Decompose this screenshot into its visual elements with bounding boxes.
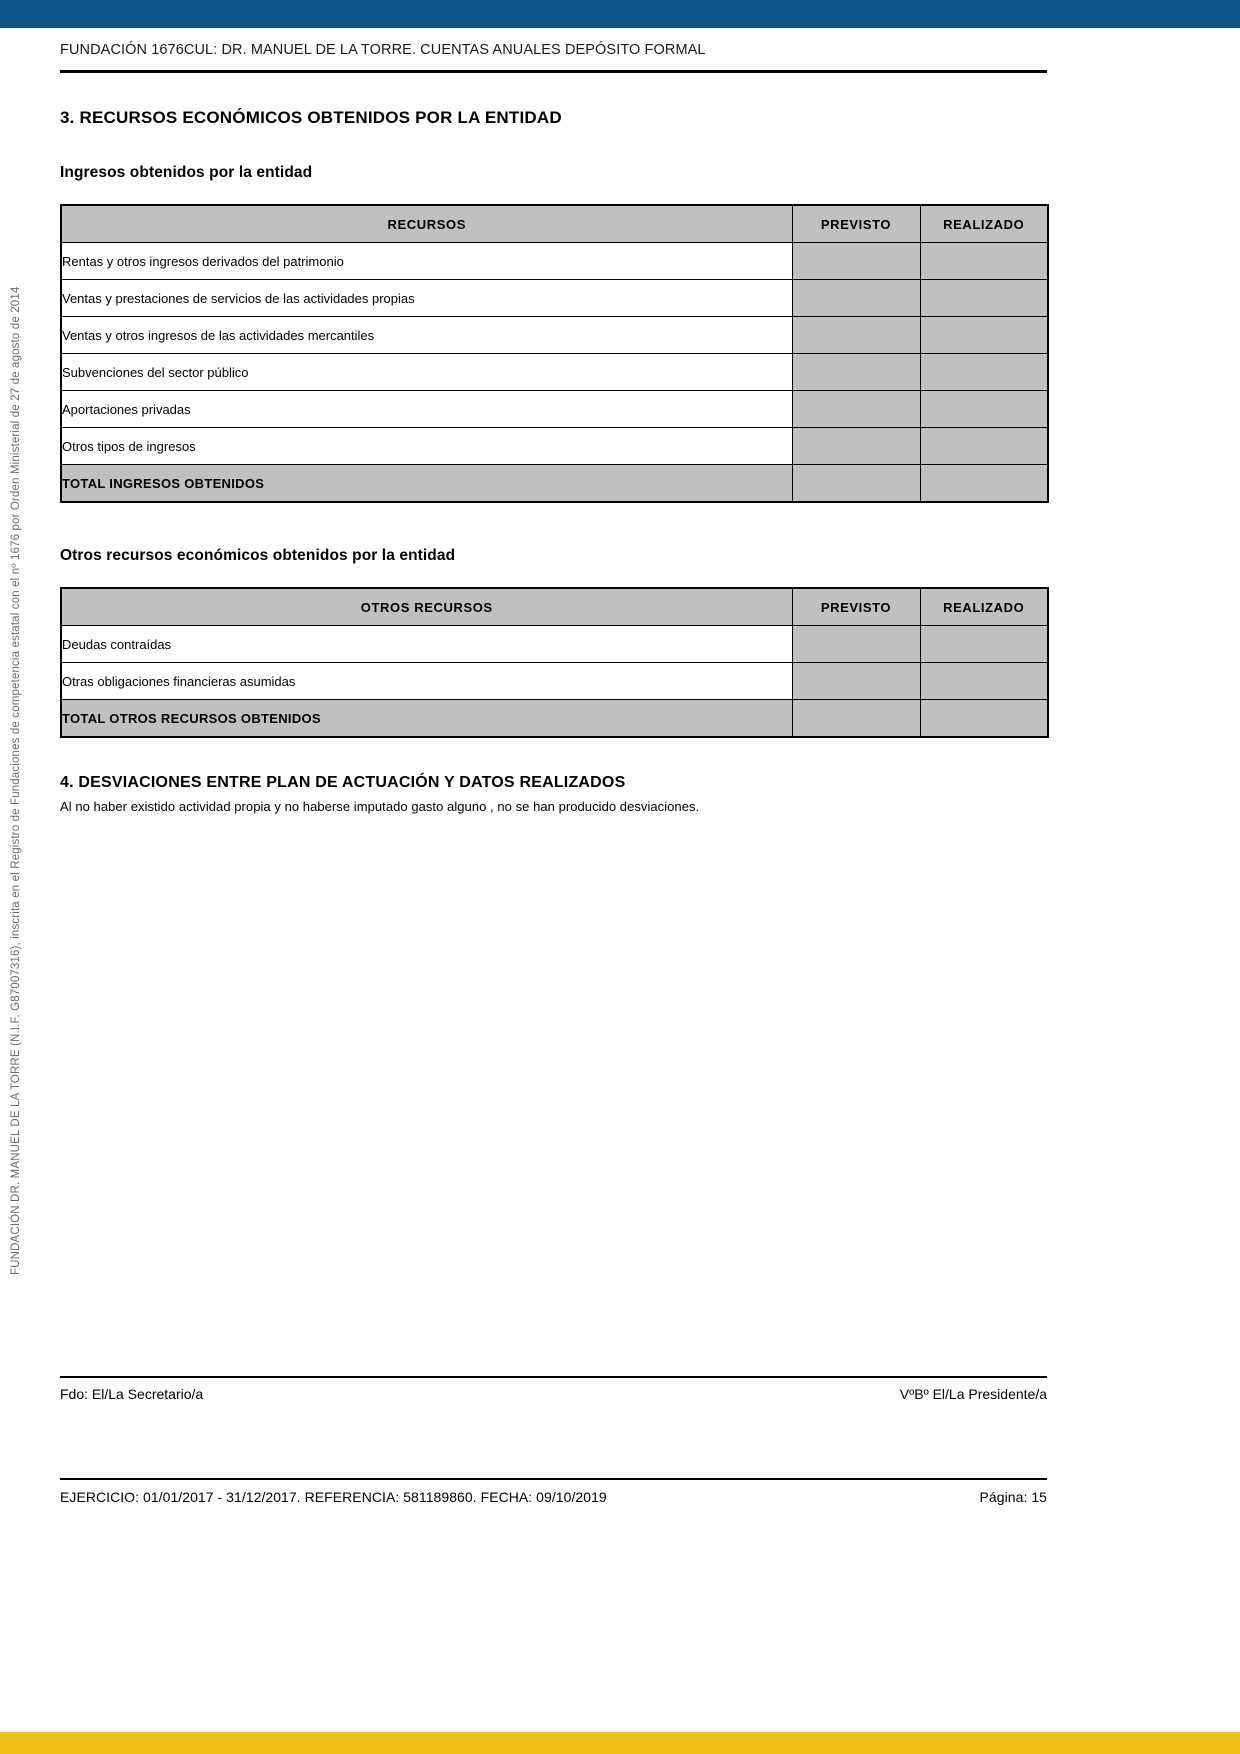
header-divider (60, 70, 1047, 73)
total-realizado-value[interactable] (920, 465, 1048, 503)
row-realizado-value[interactable] (920, 663, 1048, 700)
footer-page-number: Página: 15 (979, 1489, 1047, 1505)
column-header-previsto: PREVISTO (792, 588, 920, 626)
row-realizado-value[interactable] (920, 280, 1048, 317)
row-label: Deudas contraídas (61, 626, 792, 663)
row-label: Rentas y otros ingresos derivados del patrimonio (61, 243, 792, 280)
table2-subtitle: Otros recursos económicos obtenidos por la entidad (60, 547, 456, 564)
row-label: Ventas y prestaciones de servicios de las actividades propias (61, 280, 792, 317)
vertical-registry-note: FUNDACIÓN DR. MANUEL DE LA TORRE (N.I.F. G87007316), inscrita en el Registro de Fundaciones de competencia estatal con el nº 1676 por Orden Ministerial de 27 de agosto de 2014 (10, 286, 22, 1275)
signature-secretary: Fdo: El/La Secretario/a (60, 1386, 204, 1402)
table-row (61, 354, 1048, 391)
column-header-recursos: RECURSOS (61, 205, 792, 243)
table-total-row (61, 700, 1048, 738)
row-realizado-value[interactable] (920, 354, 1048, 391)
row-realizado-value[interactable] (920, 626, 1048, 663)
signature-president: VºBº El/La Presidente/a (899, 1386, 1047, 1402)
row-previsto-value[interactable] (792, 354, 920, 391)
table-row (61, 280, 1048, 317)
document-header (60, 42, 1047, 73)
total-label: TOTAL INGRESOS OBTENIDOS (61, 465, 792, 503)
row-previsto-value[interactable] (792, 626, 920, 663)
row-label: Otros tipos de ingresos (61, 428, 792, 465)
row-previsto-value[interactable] (792, 391, 920, 428)
document-header-title: FUNDACIÓN 1676CUL: DR. MANUEL DE LA TORRE. CUENTAS ANUALES DEPÓSITO FORMAL (60, 42, 706, 58)
column-header-realizado: REALIZADO (920, 205, 1048, 243)
otros-recursos-table (60, 587, 1049, 738)
table-row (61, 428, 1048, 465)
footer-divider (60, 1478, 1047, 1480)
row-label: Ventas y otros ingresos de las actividades mercantiles (61, 317, 792, 354)
total-previsto-value[interactable] (792, 700, 920, 738)
table1-subtitle: Ingresos obtenidos por la entidad (60, 164, 313, 181)
row-label: Otras obligaciones financieras asumidas (61, 663, 792, 700)
column-header-realizado: REALIZADO (920, 588, 1048, 626)
row-realizado-value[interactable] (920, 317, 1048, 354)
signature-divider (60, 1376, 1047, 1378)
row-previsto-value[interactable] (792, 428, 920, 465)
row-previsto-value[interactable] (792, 243, 920, 280)
row-previsto-value[interactable] (792, 663, 920, 700)
total-realizado-value[interactable] (920, 700, 1048, 738)
row-previsto-value[interactable] (792, 317, 920, 354)
section3-title: 3. RECURSOS ECONÓMICOS OBTENIDOS POR LA ENTIDAD (60, 108, 562, 127)
page-footer (60, 1478, 1047, 1505)
table-row (61, 391, 1048, 428)
row-label: Aportaciones privadas (61, 391, 792, 428)
ingresos-table (60, 204, 1049, 503)
top-accent-bar (0, 0, 1240, 28)
bottom-accent-bar (0, 1732, 1240, 1754)
table-row (61, 243, 1048, 280)
section4-body: Al no haber existido actividad propia y no haberse imputado gasto alguno , no se han producido desviaciones. (60, 799, 700, 814)
total-label: TOTAL OTROS RECURSOS OBTENIDOS (61, 700, 792, 738)
total-previsto-value[interactable] (792, 465, 920, 503)
row-realizado-value[interactable] (920, 391, 1048, 428)
row-label: Subvenciones del sector público (61, 354, 792, 391)
footer-reference: EJERCICIO: 01/01/2017 - 31/12/2017. REFERENCIA: 581189860. FECHA: 09/10/2019 (60, 1489, 607, 1505)
document-body (60, 108, 1047, 814)
column-header-previsto: PREVISTO (792, 205, 920, 243)
table-total-row (61, 465, 1048, 503)
row-realizado-value[interactable] (920, 243, 1048, 280)
column-header-otros-recursos: OTROS RECURSOS (61, 588, 792, 626)
table-row (61, 626, 1048, 663)
table-row (61, 317, 1048, 354)
row-previsto-value[interactable] (792, 280, 920, 317)
row-realizado-value[interactable] (920, 428, 1048, 465)
signature-block (60, 1376, 1047, 1402)
table-row (61, 663, 1048, 700)
section4-title: 4. DESVIACIONES ENTRE PLAN DE ACTUACIÓN Y DATOS REALIZADOS (60, 774, 626, 791)
table-header-row (61, 588, 1048, 626)
table-header-row (61, 205, 1048, 243)
